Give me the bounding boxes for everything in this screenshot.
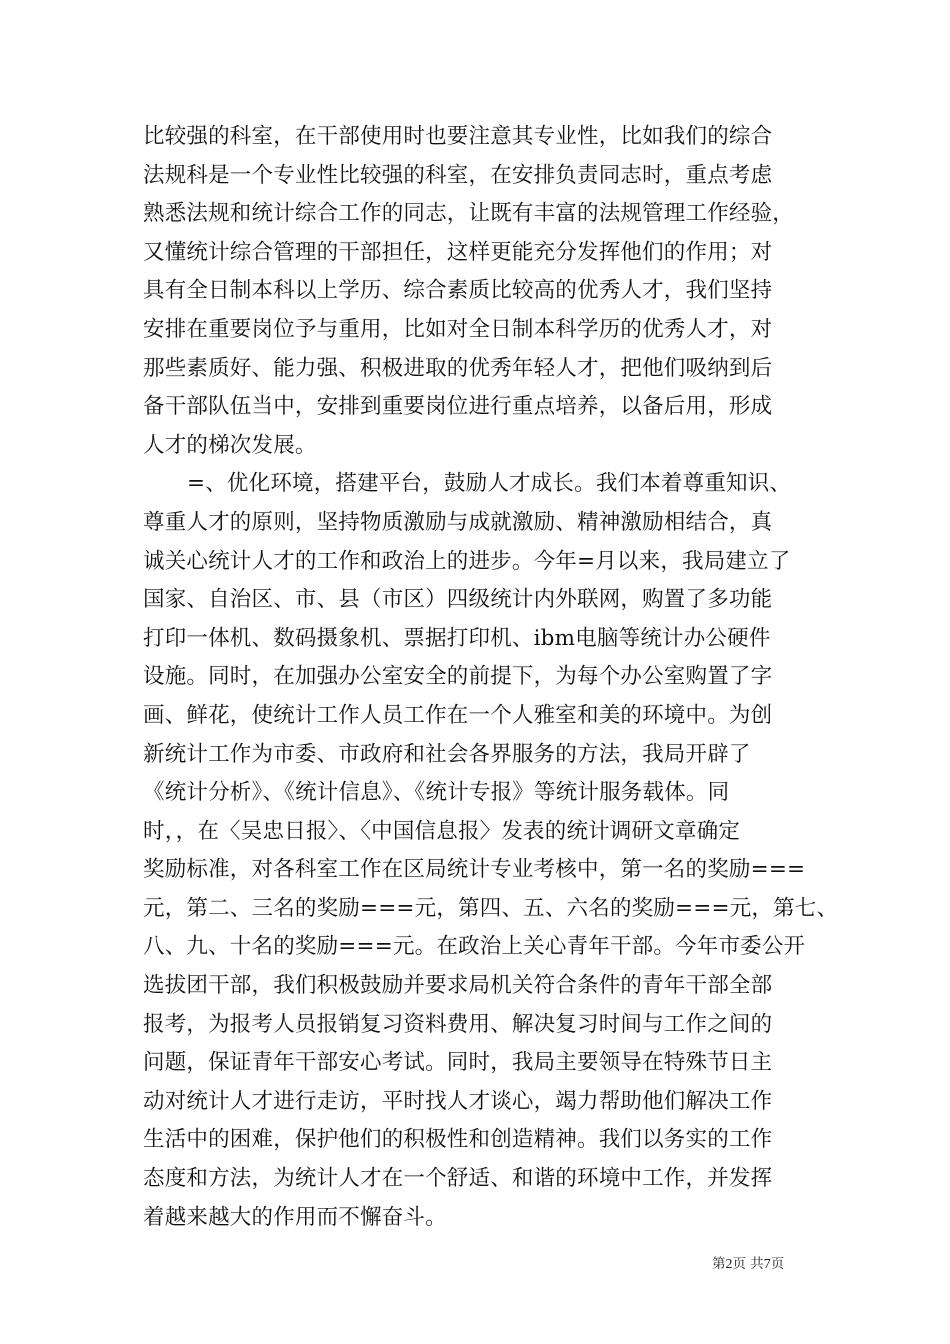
footer-middle: 页 共 — [732, 1256, 764, 1272]
text-line: 备干部队伍当中，安排到重要岗位进行重点培养，以备后用，形成 — [143, 394, 773, 420]
text-line: 问题，保证青年干部安心考试。同时，我局主要领导在特殊节日主 — [143, 1050, 773, 1076]
text-line: 元，第二、三名的奖励===元，第四、五、六名的奖励===元，第七、 — [143, 895, 839, 921]
text-line: =、优化环境，搭建平台，鼓励人才成长。我们本着尊重知识、 — [187, 471, 792, 497]
text-line: 设施。同时，在加强办公室安全的前提下，为每个办公室购置了字 — [143, 664, 773, 690]
text-line: 着越来越大的作用而不懈奋斗。 — [143, 1204, 447, 1230]
text-line: 比较强的科室，在干部使用时也要注意其专业性，比如我们的综合 — [143, 124, 773, 149]
text-line: 安排在重要岗位予与重用，比如对全日制本科学历的优秀人才，对 — [143, 316, 773, 342]
text-line: 生活中的困难，保护他们的积极性和创造精神。我们以务实的工作 — [143, 1127, 773, 1153]
paragraph-1 — [143, 118, 825, 465]
paragraph-2 — [143, 465, 839, 1237]
text-line: 打印一体机、数码摄象机、票据打印机、ibm电脑等统计办公硬件 — [143, 625, 771, 651]
total-page-number: 7 — [763, 1257, 771, 1272]
text-line: 态度和方法，为统计人才在一个舒适、和谐的环境中工作，并发挥 — [143, 1166, 773, 1192]
text-line: 人才的梯次发展。 — [143, 432, 317, 458]
text-line: 新统计工作为市委、市政府和社会各界服务的方法，我局开辟了 — [143, 741, 751, 767]
footer-prefix: 第 — [712, 1256, 726, 1272]
current-page-number: 2 — [725, 1257, 733, 1272]
document-body — [143, 118, 839, 1237]
page-number-footer — [712, 1252, 784, 1273]
footer-suffix: 页 — [770, 1256, 785, 1272]
text-line: 八、九、十名的奖励===元。在政治上关心青年干部。今年市委公开 — [143, 934, 806, 960]
text-line: 动对统计人才进行走访，平时找人才谈心，竭力帮助他们解决工作 — [143, 1088, 773, 1114]
text-line: 法规科是一个专业性比较强的科室，在安排负责同志时，重点考虑 — [143, 162, 773, 188]
text-line: 诚关心统计人才的工作和政治上的进步。今年=月以来，我局建立了 — [143, 548, 791, 574]
text-line: 那些素质好、能力强、积极进取的优秀年轻人才，把他们吸纳到后 — [143, 355, 773, 381]
text-line: 熟悉法规和统计综合工作的同志，让既有丰富的法规管理工作经验， — [143, 201, 795, 227]
text-line: 《统计分析》、《统计信息》、《统计专报》等统计服务载体。同 — [143, 780, 730, 806]
text-line: 又懂统计综合管理的干部担任，这样更能充分发挥他们的作用；对 — [143, 239, 773, 265]
text-line: 具有全日制本科以上学历、综合素质比较高的优秀人才，我们坚持 — [143, 278, 773, 304]
text-line: 奖励标准，对各科室工作在区局统计专业考核中，第一名的奖励=== — [143, 857, 806, 883]
text-line: 时，，在〈吴忠日报〉、〈中国信息报〉发表的统计调研文章确定 — [143, 818, 741, 844]
text-line: 选拔团干部，我们积极鼓励并要求局机关符合条件的青年干部全部 — [143, 973, 773, 999]
text-line: 报考，为报考人员报销复习资料费用、解决复习时间与工作之间的 — [143, 1011, 773, 1037]
text-line: 尊重人才的原则，坚持物质激励与成就激励、精神激励相结合，真 — [143, 509, 773, 535]
text-line: 国家、自治区、市、县（市区）四级统计内外联网，购置了多功能 — [143, 587, 773, 613]
text-line: 画、鲜花，使统计工作人员工作在一个人雅室和美的环境中。为创 — [143, 702, 773, 728]
